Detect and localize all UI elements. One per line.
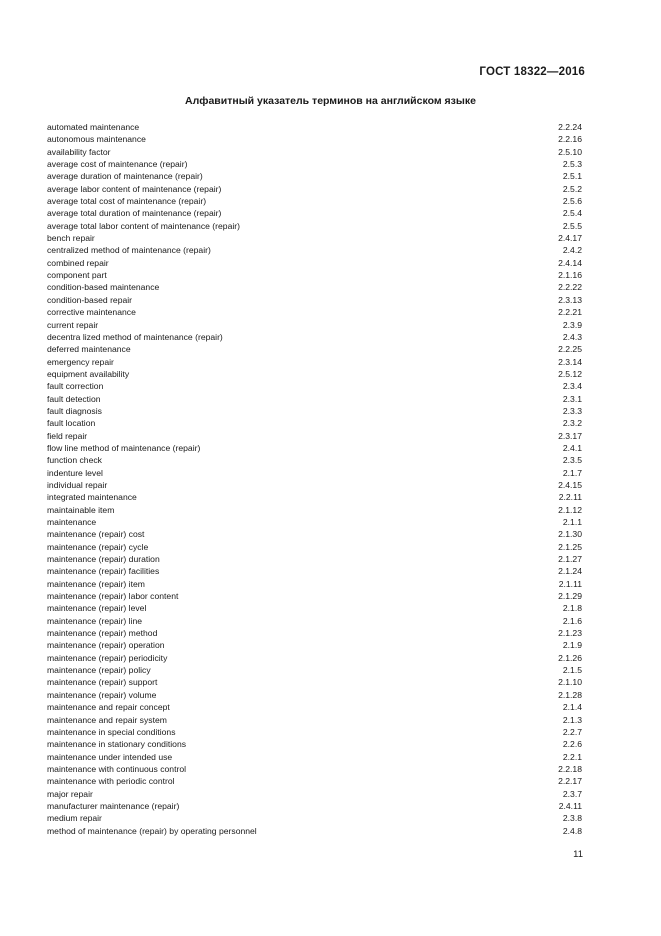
index-term: method of maintenance (repair) by operating personnel xyxy=(47,825,257,836)
index-reference: 2.3.2 xyxy=(562,418,582,429)
index-reference: 2.2.16 xyxy=(558,134,582,145)
index-term: average total duration of maintenance (repair) xyxy=(47,208,222,219)
index-term: average total cost of maintenance (repair) xyxy=(47,196,207,207)
index-entry xyxy=(47,380,582,392)
index-term: maintenance xyxy=(47,517,97,527)
term-index-list xyxy=(47,121,582,837)
index-reference: 2.5.5 xyxy=(562,220,582,231)
index-term: maintenance (repair) line xyxy=(47,615,143,626)
index-entry xyxy=(47,504,582,516)
index-reference: 2.1.7 xyxy=(562,467,582,478)
index-term: maintenance (repair) item xyxy=(47,578,145,589)
index-reference: 2.4.3 xyxy=(562,331,582,342)
index-term: maintenance (repair) policy xyxy=(47,665,151,676)
index-reference: 2.1.26 xyxy=(558,652,582,663)
index-term: maintenance (repair) cycle xyxy=(47,541,149,552)
index-term: maintenance (repair) duration xyxy=(47,554,160,565)
index-reference: 2.4.15 xyxy=(558,479,582,490)
index-term: equipment availability xyxy=(47,368,130,379)
index-term: emergency repair xyxy=(47,356,114,367)
index-entry xyxy=(47,788,582,800)
index-reference: 2.1.9 xyxy=(562,640,582,651)
index-term: maintainable item xyxy=(47,504,115,515)
index-term: fault correction xyxy=(47,381,104,392)
index-reference: 2.5.1 xyxy=(562,171,582,182)
index-term: combined repair xyxy=(47,257,109,268)
index-entry xyxy=(47,356,582,368)
index-reference: 2.5.6 xyxy=(562,196,582,207)
index-entry xyxy=(47,726,582,738)
index-entry xyxy=(47,528,582,540)
index-entry xyxy=(47,257,582,269)
index-entry xyxy=(47,430,582,442)
index-entry xyxy=(47,442,582,454)
index-term: maintenance (repair) facilities xyxy=(47,566,160,577)
index-reference: 2.2.24 xyxy=(558,122,582,132)
index-term: maintenance (repair) cost xyxy=(47,529,145,540)
index-entry xyxy=(47,578,582,590)
document-code: ГОСТ 18322—2016 xyxy=(479,66,585,78)
index-entry xyxy=(47,207,582,219)
index-entry xyxy=(47,763,582,775)
index-reference: 2.1.3 xyxy=(562,714,582,725)
index-reference: 2.2.22 xyxy=(558,282,582,293)
index-entry xyxy=(47,701,582,713)
index-entry xyxy=(47,479,582,491)
index-term: fault detection xyxy=(47,393,101,404)
index-reference: 2.2.7 xyxy=(562,726,582,737)
index-term: maintenance (repair) method xyxy=(47,628,158,639)
index-entry xyxy=(47,627,582,639)
index-reference: 2.2.1 xyxy=(562,751,582,762)
index-term: fault location xyxy=(47,418,96,429)
index-reference: 2.2.11 xyxy=(558,492,582,503)
index-reference: 2.5.3 xyxy=(562,159,582,170)
index-term: average cost of maintenance (repair) xyxy=(47,159,188,170)
index-term: indenture level xyxy=(47,467,103,478)
index-reference: 2.1.11 xyxy=(558,578,582,589)
index-entry xyxy=(47,714,582,726)
index-entry xyxy=(47,800,582,812)
index-entry xyxy=(47,738,582,750)
index-term: average duration of maintenance (repair) xyxy=(47,171,203,182)
index-entry xyxy=(47,158,582,170)
index-reference: 2.3.5 xyxy=(562,455,582,466)
index-reference: 2.3.7 xyxy=(562,788,582,799)
index-entry xyxy=(47,405,582,417)
index-reference: 2.2.17 xyxy=(558,776,582,787)
index-reference: 2.4.11 xyxy=(558,800,582,811)
index-reference: 2.5.2 xyxy=(562,183,582,194)
index-reference: 2.4.1 xyxy=(562,442,582,453)
index-term: maintenance and repair concept xyxy=(47,702,170,713)
index-entry xyxy=(47,491,582,503)
index-entry xyxy=(47,281,582,293)
index-reference: 2.5.10 xyxy=(558,146,582,157)
index-reference: 2.4.2 xyxy=(562,245,582,256)
index-entry xyxy=(47,812,582,824)
index-reference: 2.1.4 xyxy=(562,702,582,713)
index-entry xyxy=(47,294,582,306)
index-reference: 2.5.12 xyxy=(558,368,582,379)
index-term: maintenance (repair) support xyxy=(47,677,158,688)
index-term: flow line method of maintenance (repair) xyxy=(47,442,201,453)
index-reference: 2.4.17 xyxy=(558,233,582,244)
index-reference: 2.3.4 xyxy=(562,381,582,392)
index-reference: 2.3.13 xyxy=(558,294,582,305)
index-entry xyxy=(47,676,582,688)
index-entry xyxy=(47,615,582,627)
index-term: individual repair xyxy=(47,479,108,490)
index-entry xyxy=(47,825,582,837)
index-term: autonomous maintenance xyxy=(47,134,146,145)
index-term: average labor content of maintenance (repair) xyxy=(47,183,222,194)
index-term: automated maintenance xyxy=(47,122,140,132)
index-entry xyxy=(47,393,582,405)
index-entry xyxy=(47,516,582,528)
index-term: fault diagnosis xyxy=(47,405,102,416)
index-term: centralized method of maintenance (repair) xyxy=(47,245,211,256)
index-term: corrective maintenance xyxy=(47,307,136,318)
index-entry xyxy=(47,183,582,195)
index-entry xyxy=(47,244,582,256)
index-entry xyxy=(47,170,582,182)
index-entry xyxy=(47,652,582,664)
index-entry xyxy=(47,664,582,676)
index-term: medium repair xyxy=(47,813,102,824)
index-term: average total labor content of maintenance (repair) xyxy=(47,220,240,231)
index-term: maintenance (repair) operation xyxy=(47,640,165,651)
index-reference: 2.1.1 xyxy=(562,517,582,527)
index-reference: 2.3.9 xyxy=(562,319,582,330)
index-term: maintenance (repair) level xyxy=(47,603,147,614)
index-term: condition-based maintenance xyxy=(47,282,160,293)
index-reference: 2.1.24 xyxy=(558,566,582,577)
index-entry xyxy=(47,220,582,232)
index-reference: 2.1.16 xyxy=(558,270,582,281)
index-entry xyxy=(47,269,582,281)
index-entry xyxy=(47,467,582,479)
index-term: maintenance in stationary conditions xyxy=(47,739,187,750)
index-term: maintenance (repair) periodicity xyxy=(47,652,168,663)
index-term: component part xyxy=(47,270,107,281)
index-term: condition-based repair xyxy=(47,294,133,305)
index-entry xyxy=(47,331,582,343)
index-entry xyxy=(47,232,582,244)
index-entry xyxy=(47,689,582,701)
index-term: maintenance with continuous control xyxy=(47,763,187,774)
index-term: availability factor xyxy=(47,146,111,157)
index-reference: 2.1.10 xyxy=(558,677,582,688)
index-entry xyxy=(47,639,582,651)
index-reference: 2.1.5 xyxy=(562,665,582,676)
index-reference: 2.1.12 xyxy=(558,504,582,515)
index-reference: 2.3.3 xyxy=(562,405,582,416)
index-entry xyxy=(47,751,582,763)
index-term: deferred maintenance xyxy=(47,344,131,355)
index-term: maintenance (repair) labor content xyxy=(47,591,179,602)
index-reference: 2.3.1 xyxy=(562,393,582,404)
index-reference: 2.1.25 xyxy=(558,541,582,552)
index-term: function check xyxy=(47,455,102,466)
index-term: maintenance in special conditions xyxy=(47,726,176,737)
index-term: maintenance (repair) volume xyxy=(47,689,157,700)
index-term: bench repair xyxy=(47,233,95,244)
index-entry xyxy=(47,590,582,602)
index-term: decentra lized method of maintenance (repair) xyxy=(47,331,223,342)
index-entry xyxy=(47,417,582,429)
index-reference: 2.1.8 xyxy=(562,603,582,614)
index-reference: 2.2.21 xyxy=(558,307,582,318)
index-reference: 2.3.17 xyxy=(558,430,582,441)
index-reference: 2.2.18 xyxy=(558,763,582,774)
index-term: maintenance under intended use xyxy=(47,751,173,762)
index-term: maintenance and repair system xyxy=(47,714,167,725)
index-reference: 2.1.27 xyxy=(558,554,582,565)
index-entry xyxy=(47,319,582,331)
index-reference: 2.1.28 xyxy=(558,689,582,700)
index-entry xyxy=(47,306,582,318)
index-term: major repair xyxy=(47,788,93,799)
index-entry xyxy=(47,553,582,565)
index-entry xyxy=(47,121,582,133)
index-entry xyxy=(47,343,582,355)
index-title: Алфавитный указатель терминов на английском языке xyxy=(185,95,476,107)
index-reference: 2.1.30 xyxy=(558,529,582,540)
index-term: manufacturer maintenance (repair) xyxy=(47,800,180,811)
index-reference: 2.3.14 xyxy=(558,356,582,367)
index-reference: 2.4.8 xyxy=(562,825,582,836)
index-term: current repair xyxy=(47,319,99,330)
index-reference: 2.4.14 xyxy=(558,257,582,268)
index-entry xyxy=(47,368,582,380)
index-reference: 2.1.29 xyxy=(558,591,582,602)
index-entry xyxy=(47,146,582,158)
index-entry xyxy=(47,602,582,614)
index-entry xyxy=(47,195,582,207)
index-entry xyxy=(47,775,582,787)
index-reference: 2.2.6 xyxy=(562,739,582,750)
index-reference: 2.1.6 xyxy=(562,615,582,626)
index-term: field repair xyxy=(47,430,88,441)
index-entry xyxy=(47,565,582,577)
index-entry xyxy=(47,541,582,553)
page-number: 11 xyxy=(573,849,583,860)
index-entry xyxy=(47,454,582,466)
index-reference: 2.2.25 xyxy=(558,344,582,355)
index-term: integrated maintenance xyxy=(47,492,137,503)
index-entry xyxy=(47,133,582,145)
index-reference: 2.1.23 xyxy=(558,628,582,639)
index-term: maintenance with periodic control xyxy=(47,776,175,787)
index-reference: 2.3.8 xyxy=(562,813,582,824)
index-reference: 2.5.4 xyxy=(562,208,582,219)
